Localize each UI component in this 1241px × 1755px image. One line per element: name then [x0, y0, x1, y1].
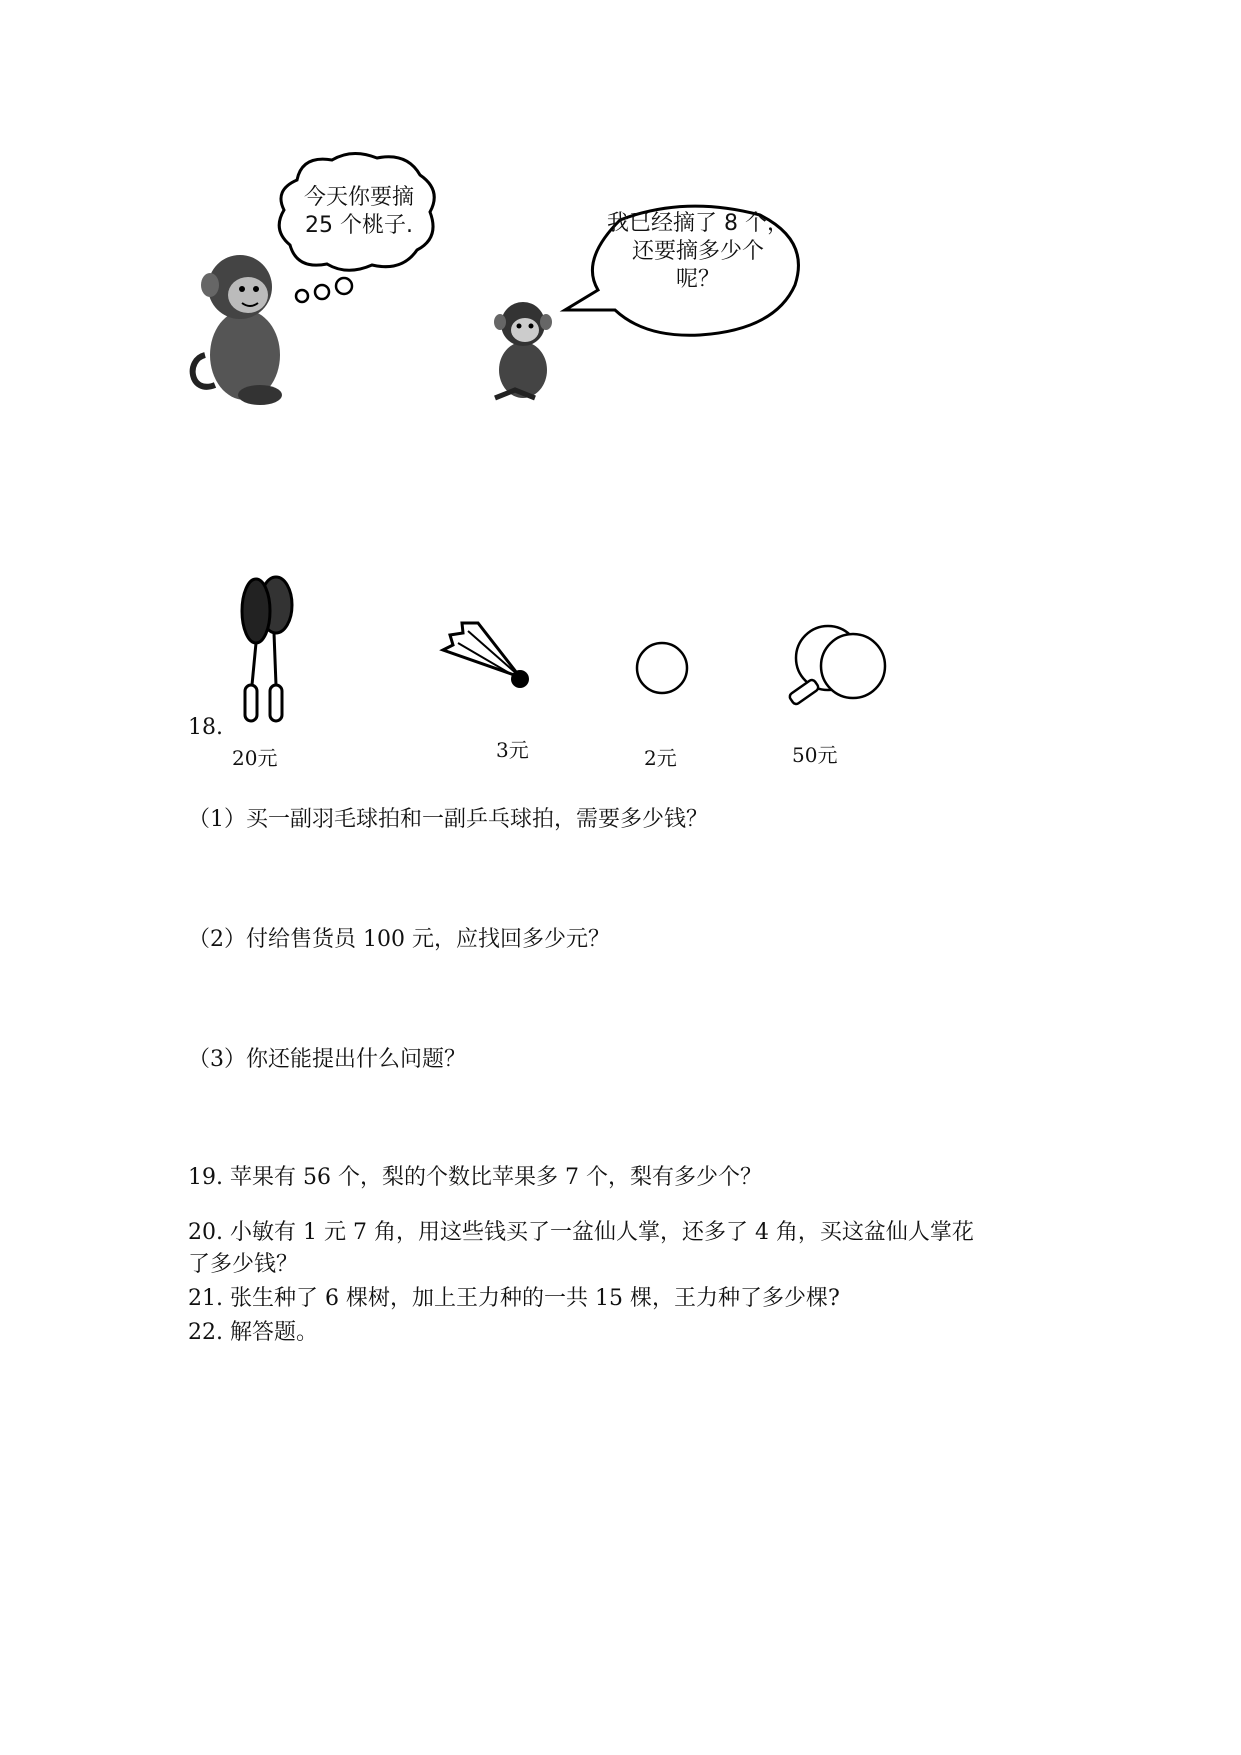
- question-22: 22. 解答题。: [188, 1320, 318, 1345]
- question-18-number: 18.: [188, 715, 223, 740]
- price-racket: 20元: [232, 746, 278, 770]
- ping-pong-paddle-icon: [783, 620, 893, 715]
- question-18: [188, 575, 888, 775]
- big-monkey-bubble-line-2: 25 个桃子.: [305, 213, 413, 238]
- price-ball: 2元: [644, 746, 677, 770]
- badminton-racket-icon: [228, 575, 318, 725]
- question-18-part-3: （3）你还能提出什么问题？: [188, 1047, 466, 1072]
- question-19: 19. 苹果有 56 个，梨的个数比苹果多 7 个，梨有多少个？: [188, 1165, 762, 1190]
- question-20-line-1: 20. 小敏有 1 元 7 角，用这些钱买了一盆仙人掌，还多了 4 角，买这盆仙人掌花: [188, 1220, 974, 1245]
- question-20-line-2: 了多少钱？: [188, 1252, 299, 1277]
- question-18-part-2: （2）付给售货员 100 元，应找回多少元？: [188, 927, 610, 952]
- shuttlecock-icon: [438, 615, 538, 695]
- price-paddle: 50元: [792, 743, 838, 767]
- ping-pong-ball-icon: [634, 640, 690, 696]
- small-monkey-icon: [485, 290, 565, 405]
- question-18-part-1: （1）买一副羽毛球拍和一副乒乓球拍，需要多少钱？: [188, 807, 708, 832]
- price-shuttlecock: 3元: [496, 738, 529, 762]
- monkey-illustration: [180, 150, 830, 420]
- big-monkey-bubble-line-1: 今天你要摘: [303, 185, 414, 210]
- small-monkey-bubble-line-1: 我已经摘了 8 个，: [607, 211, 789, 236]
- small-monkey-bubble-line-2: 还要摘多少个: [631, 239, 764, 264]
- small-monkey-bubble-line-3: 呢？: [675, 267, 720, 292]
- question-21: 21. 张生种了 6 棵树，加上王力种的一共 15 棵，王力种了多少棵?: [188, 1286, 840, 1311]
